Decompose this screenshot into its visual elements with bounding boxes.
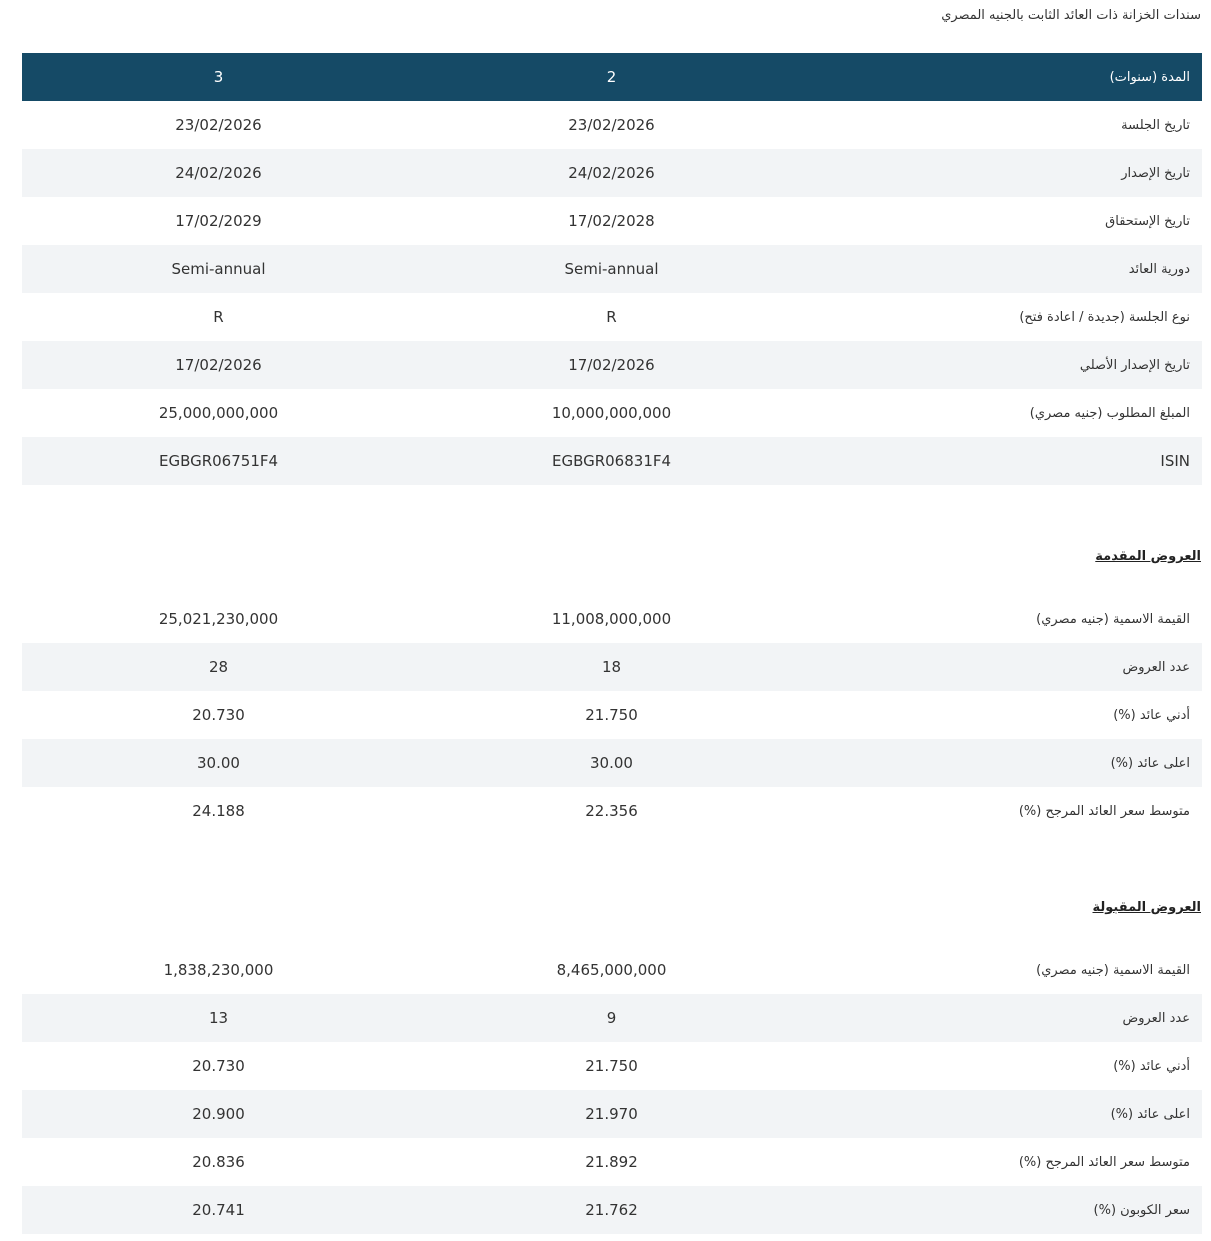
row-label: اعلى عائد (%) [1110, 755, 1190, 771]
cell-b: 25,021,230,000 [158, 610, 279, 628]
bond-info-table [22, 53, 1202, 485]
header-label: المدة (سنوات) [1109, 69, 1190, 85]
row-label: أدني عائد (%) [1113, 707, 1190, 723]
row-label: ISIN [1160, 452, 1190, 470]
table-row [22, 739, 1202, 787]
cell-a: 18 [601, 658, 622, 676]
table-row [22, 293, 1202, 341]
table-row [22, 1090, 1202, 1138]
cell-b: 24.188 [192, 802, 245, 820]
table-row [22, 787, 1202, 835]
cell-a: 17/02/2028 [568, 212, 655, 230]
table-header-row [22, 53, 1202, 101]
cell-a: 9 [606, 1009, 617, 1027]
cell-b: EGBGR06751F4 [158, 452, 279, 470]
cell-a: 21.762 [585, 1201, 638, 1219]
row-label: تاريخ الإصدار [1121, 165, 1190, 181]
row-label: نوع الجلسة (جديدة / اعادة فتح) [1019, 309, 1190, 325]
cell-a: EGBGR06831F4 [551, 452, 672, 470]
row-label: متوسط سعر العائد المرجح (%) [1018, 1154, 1190, 1170]
cell-b: R [213, 308, 224, 326]
cell-b: 17/02/2029 [175, 212, 262, 230]
table-row [22, 245, 1202, 293]
row-label: القيمة الاسمية (جنيه مصري) [1036, 611, 1190, 627]
cell-a: 21.892 [585, 1153, 638, 1171]
table-row [22, 389, 1202, 437]
offered-bids-table [22, 595, 1202, 835]
table-row [22, 101, 1202, 149]
row-label: عدد العروض [1122, 659, 1190, 675]
row-label: سعر الكوبون (%) [1093, 1202, 1190, 1218]
cell-a: 11,008,000,000 [551, 610, 672, 628]
cell-a: 8,465,000,000 [556, 961, 667, 979]
cell-b: Semi-annual [171, 260, 266, 278]
row-label: عدد العروض [1122, 1010, 1190, 1026]
cell-b: 20.730 [192, 706, 245, 724]
cell-a: 10,000,000,000 [551, 404, 672, 422]
page-title: سندات الخزانة ذات العائد الثابت بالجنيه المصري [941, 8, 1201, 23]
row-label: المبلغ المطلوب (جنيه مصري) [1029, 405, 1190, 421]
cell-a: 21.970 [585, 1105, 638, 1123]
header-col-3-years: 3 [213, 68, 224, 86]
cell-b: 17/02/2026 [175, 356, 262, 374]
table-row [22, 1186, 1202, 1234]
cell-a: 22.356 [585, 802, 638, 820]
cell-b: 25,000,000,000 [158, 404, 279, 422]
table-row [22, 437, 1202, 485]
cell-a: 21.750 [585, 1057, 638, 1075]
cell-b: 13 [208, 1009, 229, 1027]
row-label: متوسط سعر العائد المرجح (%) [1018, 803, 1190, 819]
accepted-bids-title: العروض المقبولة [1092, 900, 1201, 915]
cell-b: 20.730 [192, 1057, 245, 1075]
table-row [22, 1042, 1202, 1090]
table-row [22, 691, 1202, 739]
cell-b: 24/02/2026 [175, 164, 262, 182]
cell-b: 30.00 [197, 754, 240, 772]
cell-b: 28 [208, 658, 229, 676]
table-row [22, 1138, 1202, 1186]
table-row [22, 197, 1202, 245]
row-label: أدني عائد (%) [1113, 1058, 1190, 1074]
cell-b: 1,838,230,000 [163, 961, 274, 979]
table-row [22, 643, 1202, 691]
cell-a: R [606, 308, 617, 326]
header-col-2-years: 2 [606, 68, 617, 86]
table-row [22, 946, 1202, 994]
cell-a: 21.750 [585, 706, 638, 724]
table-row [22, 994, 1202, 1042]
row-label: تاريخ الإستحقاق [1105, 213, 1190, 229]
row-label: دورية العائد [1128, 261, 1190, 277]
cell-b: 23/02/2026 [175, 116, 262, 134]
cell-b: 20.900 [192, 1105, 245, 1123]
cell-a: Semi-annual [564, 260, 659, 278]
cell-a: 23/02/2026 [568, 116, 655, 134]
cell-a: 24/02/2026 [568, 164, 655, 182]
cell-a: 17/02/2026 [568, 356, 655, 374]
table-row [22, 341, 1202, 389]
cell-a: 30.00 [590, 754, 633, 772]
offered-bids-title: العروض المقدمة [1095, 549, 1201, 564]
row-label: تاريخ الإصدار الأصلي [1079, 357, 1190, 373]
table-row [22, 595, 1202, 643]
table-row [22, 149, 1202, 197]
row-label: تاريخ الجلسة [1121, 117, 1190, 133]
cell-b: 20.836 [192, 1153, 245, 1171]
cell-b: 20.741 [192, 1201, 245, 1219]
row-label: اعلى عائد (%) [1110, 1106, 1190, 1122]
row-label: القيمة الاسمية (جنيه مصري) [1036, 962, 1190, 978]
accepted-bids-table [22, 946, 1202, 1234]
